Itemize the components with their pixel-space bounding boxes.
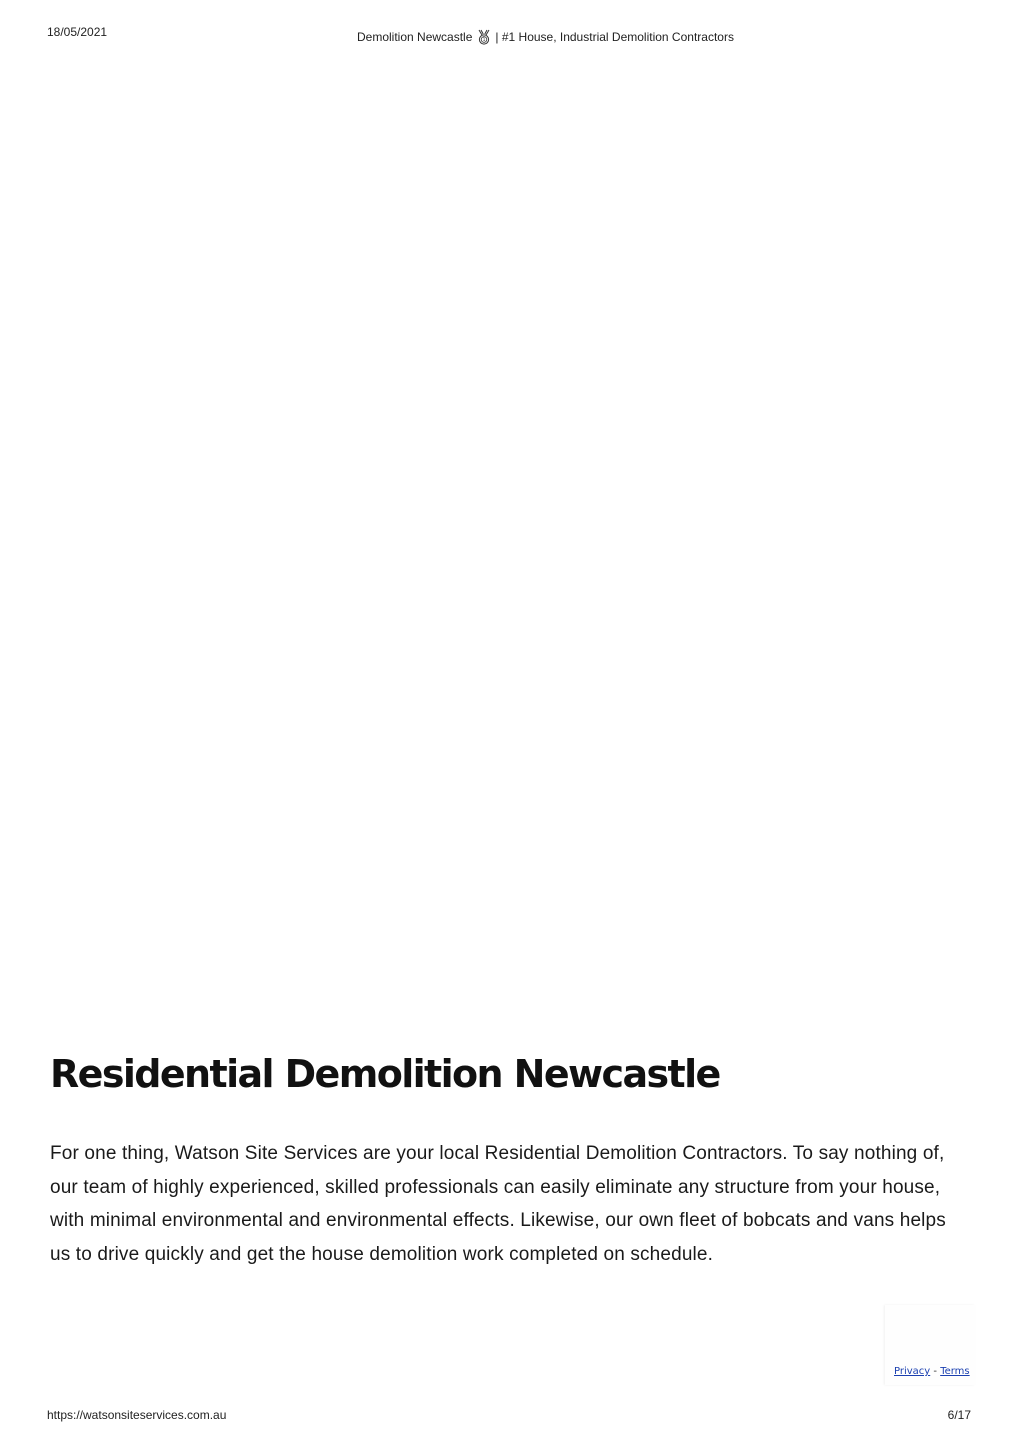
- body-paragraph: For one thing, Watson Site Services are your local Residential Demolition Contractors. To say nothing of, our team of highly experienced, skilled professionals can easily eliminate any structure from your house, with minimal environmental and environmental effects. Likewise, our own fleet of bobcats and vans helps us to drive quickly and get the house demolition work completed on schedule.: [50, 1143, 946, 1265]
- print-title-main: Demolition Newcastle: [357, 30, 473, 44]
- page-heading: Residential Demolition Newcastle: [50, 1052, 720, 1096]
- medal-icon: [477, 29, 491, 45]
- terms-link[interactable]: Terms: [940, 1366, 970, 1377]
- page-number: 6/17: [947, 1408, 971, 1422]
- print-footer-url: https://watsonsiteservices.com.au: [47, 1408, 227, 1422]
- recaptcha-link-separator: -: [930, 1366, 941, 1377]
- print-date: 18/05/2021: [47, 25, 108, 39]
- print-title-suffix: | #1 House, Industrial Demolition Contractors: [495, 30, 734, 44]
- svg-text:1: 1: [482, 38, 486, 44]
- print-title: [357, 29, 734, 45]
- recaptcha-links: [894, 1366, 970, 1377]
- privacy-link[interactable]: Privacy: [894, 1366, 931, 1377]
